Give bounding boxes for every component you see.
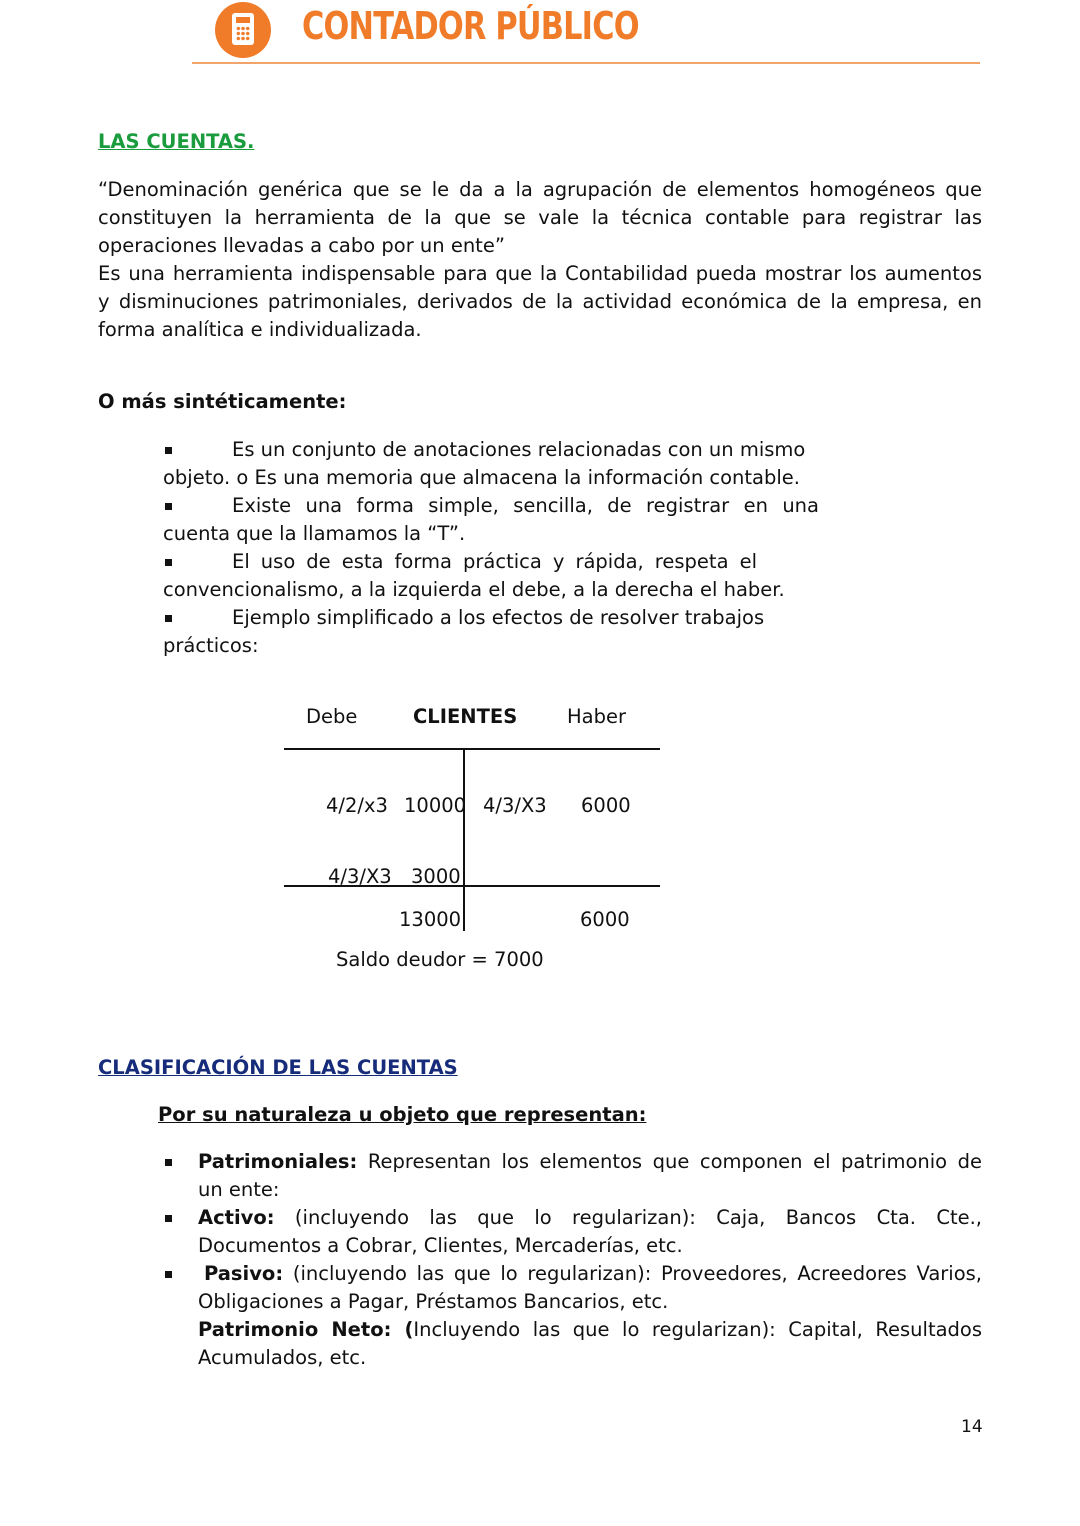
classification-list xyxy=(165,1148,982,1372)
paragraph-line: y disminuciones patrimoniales, derivados de la actividad económica de la empresa, en xyxy=(98,290,982,313)
item-text-continued: Documentos a Cobrar, Clientes, Mercaderías, etc. xyxy=(198,1234,683,1257)
t-account-debit-label: Debe xyxy=(306,705,358,728)
bullet-text-continued: objeto. o Es una memoria que almacena la información contable. xyxy=(163,466,800,489)
bullet-text-continued: cuenta que la llamamos la “T”. xyxy=(163,522,466,545)
bullet-icon xyxy=(165,615,172,622)
item-text: (incluyendo las que lo regularizan): Caja, Bancos Cta. Cte., xyxy=(274,1206,982,1229)
list-item xyxy=(165,1148,982,1176)
item-label: Patrimoniales: xyxy=(198,1150,358,1173)
bullet-icon xyxy=(165,503,172,510)
bullet-icon xyxy=(165,1271,172,1278)
credit-entry-date: 4/3/X3 xyxy=(483,794,547,817)
header-divider xyxy=(192,62,980,64)
item-text: (incluyendo las que lo regularizan): Proveedores, Acreedores Varios, xyxy=(283,1262,982,1285)
t-account-vertical-line xyxy=(463,749,465,931)
debit-entry-date: 4/3/X3 xyxy=(328,865,392,888)
summary-bullet-list xyxy=(163,436,819,660)
page-number: 14 xyxy=(961,1417,983,1437)
bullet-text: El uso de esta forma práctica y rápida, respeta el xyxy=(232,550,757,573)
bullet-icon xyxy=(165,1215,172,1222)
debit-total: 13000 xyxy=(399,908,462,931)
summary-heading: O más sintéticamente: xyxy=(98,390,347,413)
t-account-credit-label: Haber xyxy=(567,705,627,728)
balance-text: Saldo deudor = 7000 xyxy=(336,948,544,971)
item-label: Pasivo: xyxy=(204,1262,284,1285)
debit-entry-amount: 3000 xyxy=(411,865,461,888)
paragraph-line: forma analítica e individualizada. xyxy=(98,318,422,341)
section-subtitle: Por su naturaleza u objeto que representan: xyxy=(158,1103,647,1126)
bullet-text-continued: convencionalismo, a la izquierda el debe, a la derecha el haber. xyxy=(163,578,785,601)
section-title-las-cuentas: LAS CUENTAS. xyxy=(98,130,255,153)
item-label: Activo: xyxy=(198,1206,275,1229)
bullet-icon xyxy=(165,447,172,454)
t-account-top-line xyxy=(284,748,660,750)
brand-title: CONTADOR PÚBLICO xyxy=(302,4,639,48)
section-title-clasificacion: CLASIFICACIÓN DE LAS CUENTAS xyxy=(98,1056,458,1079)
item-text-continued: Acumulados, etc. xyxy=(198,1346,367,1369)
t-account-name: CLIENTES xyxy=(413,705,518,728)
definition-paragraph xyxy=(98,176,982,344)
list-item xyxy=(163,436,819,464)
list-item xyxy=(163,604,819,632)
paragraph-line: Es una herramienta indispensable para que la Contabilidad pueda mostrar los aumentos xyxy=(98,262,982,285)
calculator-icon xyxy=(232,13,254,45)
credit-total: 6000 xyxy=(580,908,630,931)
item-text-continued: Obligaciones a Pagar, Préstamos Bancarios, etc. xyxy=(198,1290,669,1313)
debit-entry-amount: 10000 xyxy=(404,794,467,817)
bullet-text: Es un conjunto de anotaciones relacionadas con un mismo xyxy=(232,438,806,461)
bullet-icon xyxy=(165,559,172,566)
item-label: Patrimonio Neto: ( xyxy=(198,1318,414,1341)
debit-entry-date: 4/2/x3 xyxy=(326,794,388,817)
paragraph-line: “Denominación genérica que se le da a la agrupación de elementos homogéneos que xyxy=(98,178,982,201)
list-item xyxy=(165,1316,982,1344)
bullet-text-continued: prácticos: xyxy=(163,634,259,657)
item-text-continued: un ente: xyxy=(198,1178,280,1201)
bullet-text: Existe una forma simple, sencilla, de registrar en una xyxy=(232,494,819,517)
list-item xyxy=(163,492,819,520)
paragraph-line: operaciones llevadas a cabo por un ente” xyxy=(98,234,505,257)
list-item xyxy=(163,548,819,576)
paragraph-line: constituyen la herramienta de la que se vale la técnica contable para registrar las xyxy=(98,206,982,229)
credit-entry-amount: 6000 xyxy=(581,794,631,817)
list-item xyxy=(165,1204,982,1232)
item-text: Representan los elementos que componen el patrimonio de xyxy=(357,1150,982,1173)
item-text: Incluyendo las que lo regularizan): Capital, Resultados xyxy=(413,1318,983,1341)
bullet-text: Ejemplo simplificado a los efectos de resolver trabajos xyxy=(232,606,765,629)
bullet-icon xyxy=(165,1159,172,1166)
list-item xyxy=(165,1260,982,1288)
